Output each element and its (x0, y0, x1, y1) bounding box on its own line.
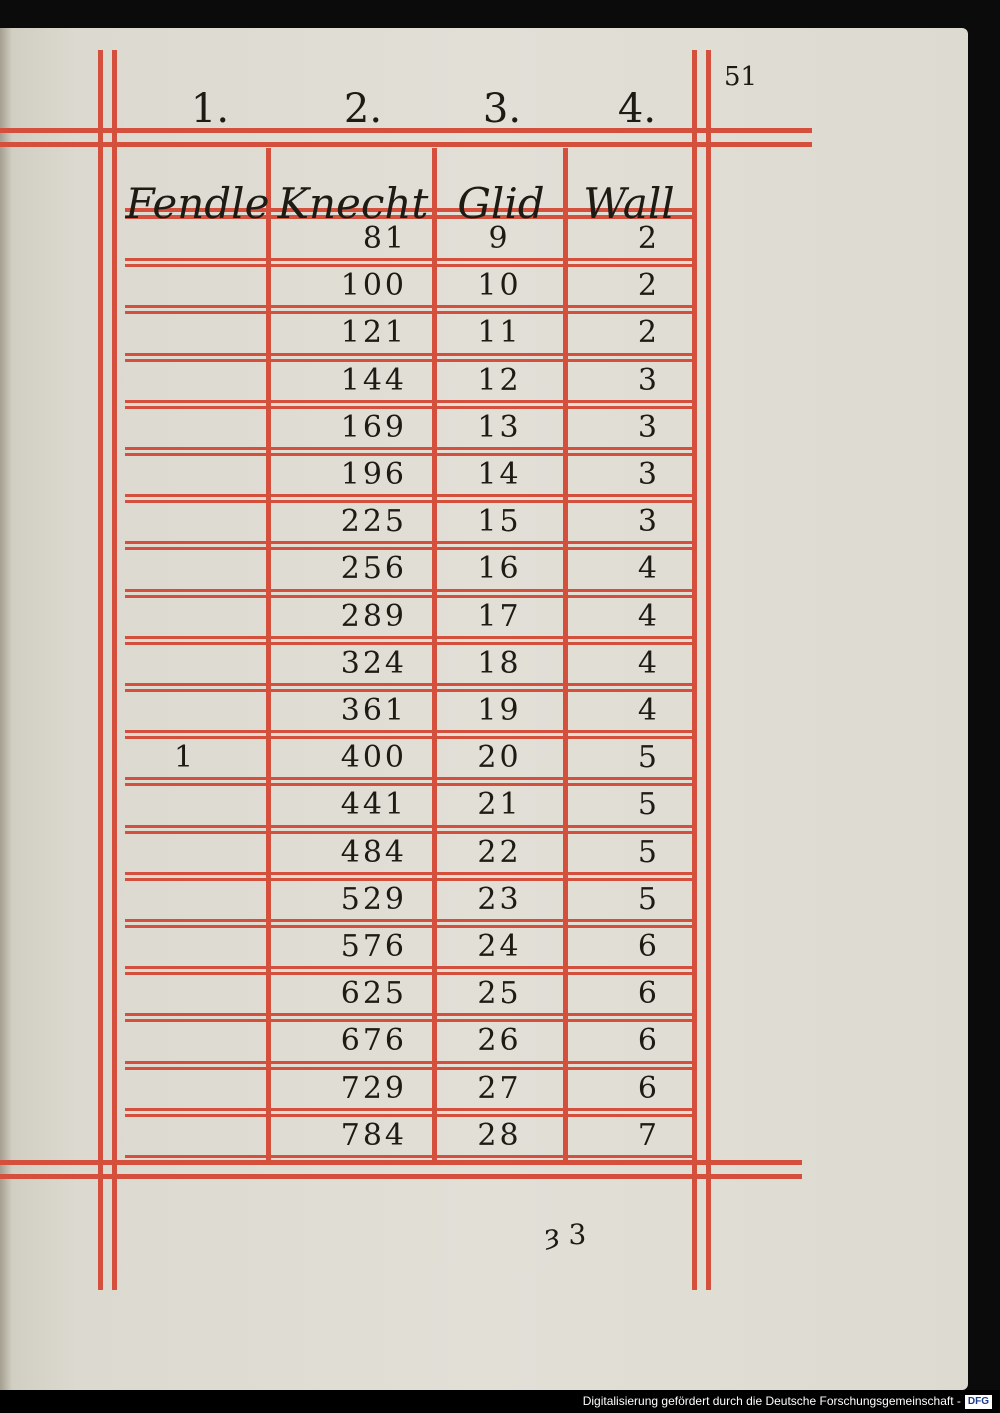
cell-glid: 18 (477, 645, 522, 681)
rule-row-separator (125, 453, 692, 456)
cell-glid: 13 (477, 409, 522, 445)
rule-top-2 (0, 142, 812, 147)
rule-row-separator (125, 783, 692, 786)
cell-knecht: 625 (340, 976, 407, 1012)
rule-row-separator (125, 1019, 692, 1022)
rule-bottom-2 (0, 1174, 802, 1179)
cell-knecht: 256 (340, 551, 407, 587)
cell-glid: 26 (477, 1023, 522, 1059)
rule-row-separator (125, 305, 692, 308)
cell-wall: 5 (637, 740, 660, 776)
cell-wall: 5 (637, 834, 660, 870)
cell-glid: 20 (477, 740, 522, 776)
header-glid: Glid (457, 179, 545, 228)
rule-row-separator (125, 589, 692, 592)
dfg-logo: DFG (965, 1395, 992, 1409)
cell-wall: 2 (637, 268, 660, 304)
cell-knecht: 289 (340, 598, 407, 634)
cell-wall: 2 (637, 315, 660, 351)
rule-row-separator (125, 777, 692, 780)
cell-knecht: 529 (340, 881, 407, 917)
rule-row-separator (125, 595, 692, 598)
rule-right-inner (692, 50, 697, 1290)
cell-knecht: 225 (340, 504, 407, 540)
cell-knecht: 169 (340, 409, 407, 445)
cell-knecht: 400 (340, 740, 407, 776)
rule-row-separator (125, 400, 692, 403)
cell-glid: 24 (477, 929, 522, 964)
cell-wall: 3 (637, 409, 660, 445)
cell-glid: 25 (477, 976, 522, 1012)
rule-row-separator (125, 636, 692, 639)
cell-wall: 4 (637, 598, 660, 634)
cell-knecht: 441 (340, 787, 407, 823)
rule-left-outer (98, 50, 103, 1290)
cell-wall: 6 (637, 976, 660, 1012)
cell-wall: 3 (637, 457, 660, 492)
cell-wall: 5 (637, 787, 660, 823)
column-number-3: 3. (482, 86, 522, 132)
rule-row-separator (125, 1108, 692, 1111)
cell-knecht: 784 (340, 1117, 407, 1153)
rule-row-separator (125, 311, 692, 314)
cell-knecht: 144 (340, 362, 407, 398)
cell-wall: 3 (637, 504, 660, 540)
rule-row-separator (125, 925, 692, 928)
column-number-1: 1. (190, 86, 230, 132)
rule-row-separator (125, 1013, 692, 1016)
column-number-2: 2. (343, 86, 383, 132)
cell-knecht: 196 (340, 457, 407, 492)
cell-glid: 22 (477, 834, 522, 870)
page-gutter-shadow (0, 28, 12, 1390)
rule-row-separator (125, 878, 692, 881)
cell-knecht: 484 (340, 834, 407, 870)
cell-glid: 21 (477, 787, 522, 823)
cell-knecht: 729 (340, 1070, 407, 1106)
cell-wall: 7 (637, 1117, 660, 1153)
rule-row-separator (125, 642, 692, 645)
rule-row-separator (125, 1061, 692, 1064)
cell-wall: 6 (637, 929, 660, 964)
cell-wall: 2 (637, 221, 660, 256)
rule-row-separator (125, 353, 692, 356)
header-knecht: Knecht (277, 179, 429, 228)
header-fendle: Fendle (125, 179, 270, 228)
rule-row-separator (125, 831, 692, 834)
cell-glid: 17 (477, 598, 522, 634)
rule-row-separator (125, 447, 692, 450)
rule-col-1 (266, 148, 271, 1160)
rule-top-1 (0, 128, 812, 133)
cell-wall: 6 (637, 1070, 660, 1106)
rule-row-separator (125, 1067, 692, 1070)
cell-glid: 28 (477, 1117, 522, 1153)
rule-row-separator (125, 359, 692, 362)
rule-row-separator (125, 966, 692, 969)
book-page (0, 28, 968, 1390)
rule-row-separator (125, 919, 692, 922)
signature-mark: ȝ 3 (545, 1218, 587, 1251)
cell-knecht: 361 (340, 693, 407, 728)
rule-row-separator (125, 736, 692, 739)
cell-wall: 5 (637, 881, 660, 917)
rule-row-separator (125, 541, 692, 544)
cell-wall: 4 (637, 693, 660, 728)
rule-row-separator (125, 547, 692, 550)
footer-text: Digitalisierung gefördert durch die Deutsche Forschungsgemeinschaft - (582, 1394, 961, 1408)
cell-knecht: 121 (340, 315, 407, 351)
cell-wall: 4 (637, 645, 660, 681)
rule-row-separator (125, 258, 692, 261)
cell-wall: 4 (637, 551, 660, 587)
column-number-4: 4. (617, 86, 657, 132)
cell-glid: 23 (477, 881, 522, 917)
cell-knecht: 576 (340, 929, 407, 964)
cell-glid: 14 (477, 457, 522, 492)
rule-row-separator (125, 730, 692, 733)
rule-row-separator (125, 683, 692, 686)
cell-knecht: 676 (340, 1023, 407, 1059)
rule-row-separator (125, 1155, 692, 1158)
rule-row-separator (125, 1114, 692, 1117)
cell-wall: 6 (637, 1023, 660, 1059)
cell-knecht: 100 (340, 268, 407, 304)
rule-right-outer (706, 50, 711, 1290)
cell-wall: 3 (637, 362, 660, 398)
cell-glid: 10 (477, 268, 522, 304)
rule-row-separator (125, 872, 692, 875)
cell-glid: 11 (477, 315, 522, 351)
rule-left-inner (112, 50, 117, 1290)
header-wall: Wall (583, 179, 675, 228)
cell-glid: 16 (477, 551, 522, 587)
cell-glid: 15 (477, 504, 522, 540)
digitization-footer (0, 1390, 1000, 1413)
rule-row-separator (125, 972, 692, 975)
rule-row-separator (125, 500, 692, 503)
rule-row-separator (125, 406, 692, 409)
cell-glid: 19 (477, 693, 522, 728)
cell-glid: 27 (477, 1070, 522, 1106)
folio-number: 51 (724, 62, 758, 92)
cell-glid: 9 (488, 221, 511, 256)
cell-knecht: 81 (362, 221, 407, 256)
rule-row-separator (125, 689, 692, 692)
cell-glid: 12 (477, 362, 522, 398)
rule-row-separator (125, 825, 692, 828)
cell-fendle: 1 (173, 740, 197, 776)
rule-row-separator (125, 264, 692, 267)
cell-knecht: 324 (340, 645, 407, 681)
rule-row-separator (125, 1161, 692, 1164)
rule-row-separator (125, 494, 692, 497)
